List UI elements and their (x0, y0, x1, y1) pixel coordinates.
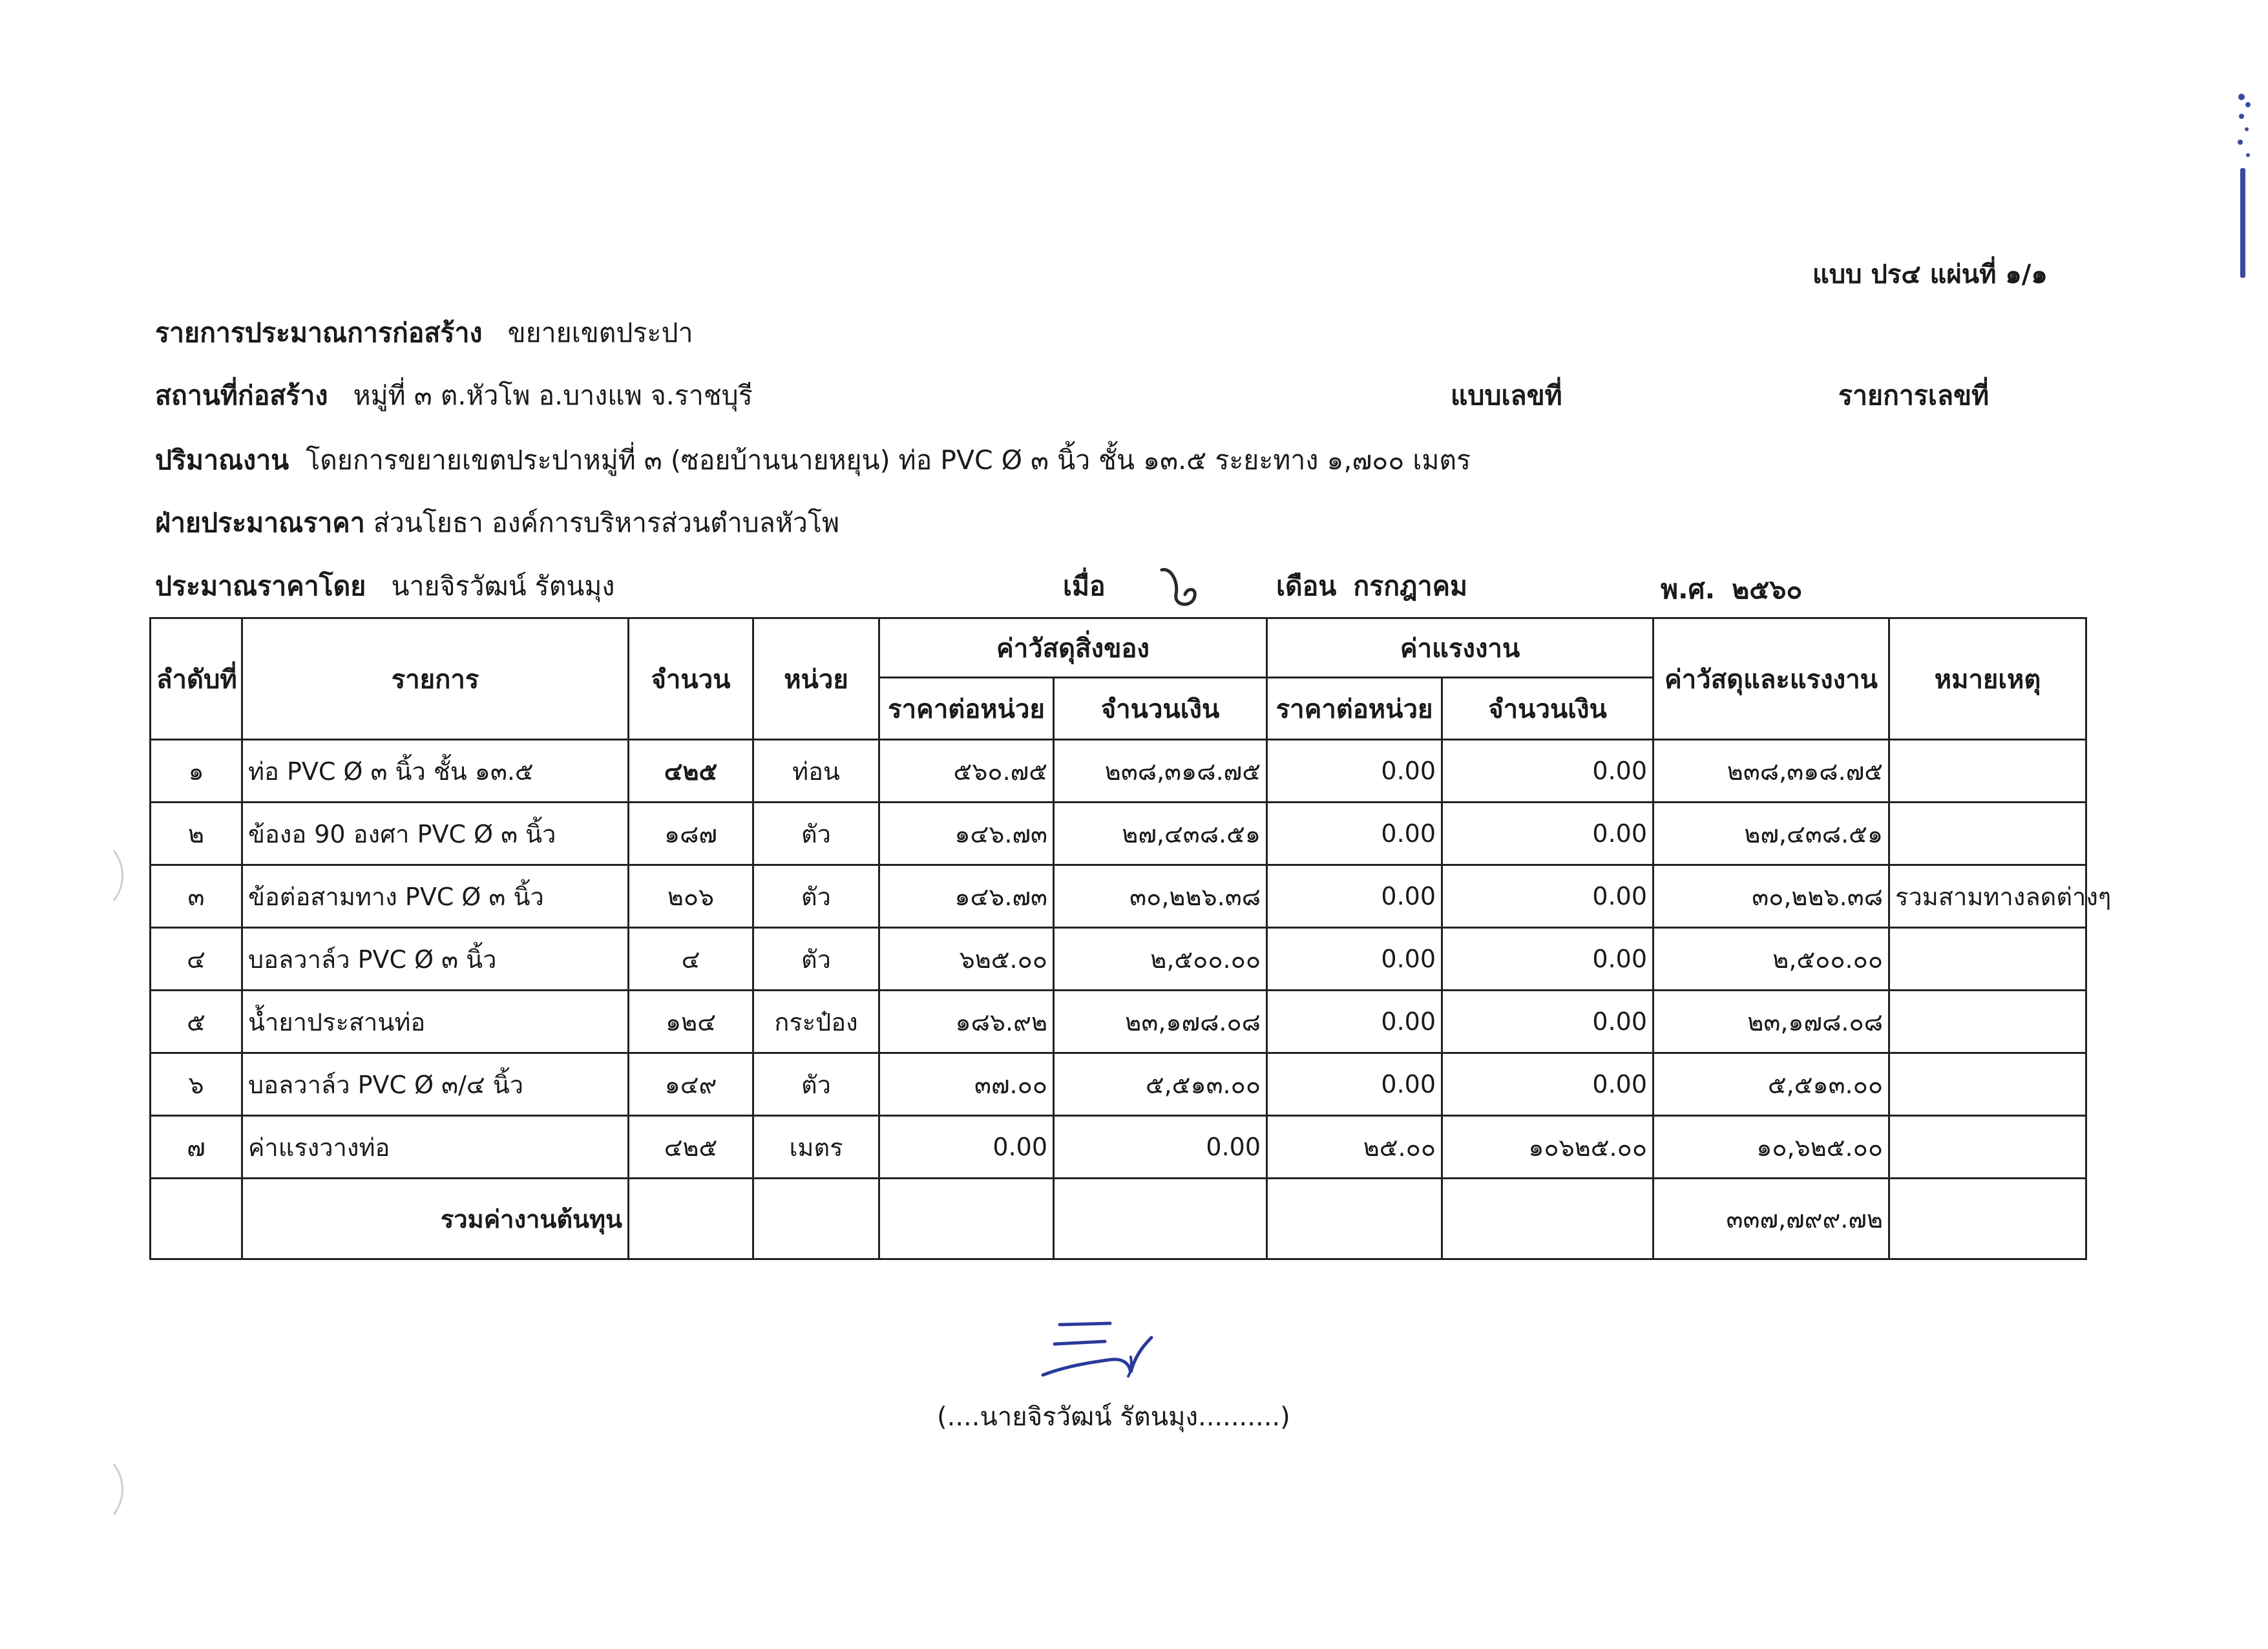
header-total: ค่าวัสดุและแรงงาน (1654, 618, 1889, 740)
row-remark: รวมสามทางลดต่างๆ (1889, 865, 2086, 928)
signature-scribble (1034, 1312, 1163, 1389)
location-line (155, 375, 753, 417)
month-label: เดือน (1276, 571, 1337, 602)
estimator-line (155, 565, 614, 607)
estimator-value: นายจิรวัฒน์ รัตนมุง (391, 571, 615, 602)
row-remark (1889, 740, 2086, 803)
row-no: ๖ (151, 1053, 242, 1116)
row-total: ๒๓๘,๓๑๘.๗๕ (1654, 740, 1889, 803)
row-labor-amount: 0.00 (1442, 865, 1654, 928)
row-qty: ๑๘๗ (629, 803, 753, 865)
design-no-label: แบบเลขที่ (1451, 380, 1562, 411)
row-item: บอลวาล์ว PVC Ø ๓ นิ้ว (242, 928, 629, 991)
signature-name: (....นายจิรวัฒน์ รัตนมุง..........) (937, 1402, 1290, 1432)
row-item: ข้องอ 90 องศา PVC Ø ๓ นิ้ว (242, 803, 629, 865)
row-total: ๕,๕๑๓.๐๐ (1654, 1053, 1889, 1116)
row-material-price: ๑๔๖.๗๓ (879, 803, 1054, 865)
item-no-label: รายการเลขที่ (1838, 380, 1990, 411)
row-unit: ตัว (753, 1053, 879, 1116)
table-row (151, 1116, 2086, 1179)
total-row-qty (629, 1179, 753, 1259)
total-row-labor-amount (1442, 1179, 1654, 1259)
row-item: น้ำยาประสานท่อ (242, 991, 629, 1053)
row-unit: ตัว (753, 865, 879, 928)
department-value: ส่วนโยธา องค์การบริหารส่วนตำบลหัวโพ (373, 507, 839, 538)
row-labor-price: 0.00 (1267, 991, 1442, 1053)
row-item: ท่อ PVC Ø ๓ นิ้ว ชั้น ๑๓.๕ (242, 740, 629, 803)
row-material-price: ๖๒๕.๐๐ (879, 928, 1054, 991)
row-qty: ๔ (629, 928, 753, 991)
header-item: รายการ (242, 618, 629, 740)
year-value: ๒๕๖๐ (1732, 574, 1803, 605)
header-labor-unit-price: ราคาต่อหน่วย (1267, 678, 1442, 740)
row-material-price: ๓๗.๐๐ (879, 1053, 1054, 1116)
row-material-amount: ๒๓๘,๓๑๘.๗๕ (1054, 740, 1267, 803)
table-row (151, 928, 2086, 991)
row-qty: ๔๒๕ (629, 1116, 753, 1179)
header-material-group: ค่าวัสดุสิ่งของ (879, 618, 1267, 678)
row-labor-amount: ๑๐๖๒๕.๐๐ (1442, 1116, 1654, 1179)
row-no: ๔ (151, 928, 242, 991)
total-row-labor-price (1267, 1179, 1442, 1259)
table-row (151, 991, 2086, 1053)
total-row-material-amount (1054, 1179, 1267, 1259)
table-row (151, 865, 2086, 928)
row-material-amount: 0.00 (1054, 1116, 1267, 1179)
edge-stamp-mark (2232, 90, 2258, 284)
row-labor-price: ๒๕.๐๐ (1267, 1116, 1442, 1179)
row-no: ๓ (151, 865, 242, 928)
row-item: บอลวาล์ว PVC Ø ๓/๔ นิ้ว (242, 1053, 629, 1116)
quantity-line (155, 439, 1471, 481)
table-row (151, 803, 2086, 865)
header-qty: จำนวน (629, 618, 753, 740)
header-labor-amount: จำนวนเงิน (1442, 678, 1654, 740)
row-remark (1889, 1053, 2086, 1116)
department-label: ฝ่ายประมาณราคา (155, 507, 365, 538)
year-line (1661, 569, 1802, 611)
table-row (151, 1053, 2086, 1116)
handwritten-day (1157, 562, 1208, 614)
row-material-amount: ๕,๕๑๓.๐๐ (1054, 1053, 1267, 1116)
row-item: ค่าแรงวางท่อ (242, 1116, 629, 1179)
row-unit: ท่อน (753, 740, 879, 803)
table-row (151, 740, 2086, 803)
total-row-material-price (879, 1179, 1054, 1259)
row-qty: ๒๐๖ (629, 865, 753, 928)
row-unit: กระป๋อง (753, 991, 879, 1053)
row-material-amount: ๓๐,๒๒๖.๓๘ (1054, 865, 1267, 928)
row-qty: ๔๒๕ (629, 740, 753, 803)
project-line (155, 312, 693, 354)
row-material-price: 0.00 (879, 1116, 1054, 1179)
location-label: สถานที่ก่อสร้าง (155, 380, 328, 411)
row-remark (1889, 991, 2086, 1053)
year-label: พ.ศ. (1661, 574, 1716, 605)
row-no: ๒ (151, 803, 242, 865)
row-no: ๗ (151, 1116, 242, 1179)
row-labor-amount: 0.00 (1442, 1053, 1654, 1116)
quantity-label: ปริมาณงาน (155, 445, 289, 476)
margin-punch-mark (110, 1460, 129, 1518)
row-material-price: ๕๖๐.๗๕ (879, 740, 1054, 803)
header-row-1 (151, 618, 2086, 678)
row-unit: ตัว (753, 803, 879, 865)
row-labor-amount: 0.00 (1442, 803, 1654, 865)
margin-punch-mark (110, 846, 129, 905)
total-row-no (151, 1179, 242, 1259)
header-remark: หมายเหตุ (1889, 618, 2086, 740)
row-unit: ตัว (753, 928, 879, 991)
row-total: ๑๐,๖๒๕.๐๐ (1654, 1116, 1889, 1179)
row-total: ๒,๕๐๐.๐๐ (1654, 928, 1889, 991)
row-labor-amount: 0.00 (1442, 740, 1654, 803)
row-material-price: ๑๔๖.๗๓ (879, 865, 1054, 928)
row-qty: ๑๒๔ (629, 991, 753, 1053)
header-unit: หน่วย (753, 618, 879, 740)
row-unit: เมตร (753, 1116, 879, 1179)
department-line (155, 502, 839, 544)
month-line (1276, 565, 1467, 607)
row-labor-amount: 0.00 (1442, 991, 1654, 1053)
total-value: ๓๓๗,๗๙๙.๗๒ (1654, 1179, 1889, 1259)
row-material-amount: ๒๗,๔๓๘.๕๑ (1054, 803, 1267, 865)
row-labor-price: 0.00 (1267, 865, 1442, 928)
row-material-amount: ๒๓,๑๗๘.๐๘ (1054, 991, 1267, 1053)
header-material-amount: จำนวนเงิน (1054, 678, 1267, 740)
row-material-amount: ๒,๕๐๐.๐๐ (1054, 928, 1267, 991)
total-row-unit (753, 1179, 879, 1259)
estimate-table (149, 617, 2112, 1260)
total-label: รวมค่างานต้นทุน (242, 1179, 629, 1259)
project-label: รายการประมาณการก่อสร้าง (155, 317, 483, 348)
row-labor-price: 0.00 (1267, 740, 1442, 803)
row-remark (1889, 1116, 2086, 1179)
header-material-unit-price: ราคาต่อหน่วย (879, 678, 1054, 740)
quantity-value: โดยการขยายเขตประปาหมู่ที่ ๓ (ซอยบ้านนายหยุน) ท่อ PVC Ø ๓ นิ้ว ชั้น ๑๓.๕ ระยะทาง ๑,๗๐๐ เมตร (306, 445, 1471, 476)
estimator-label: ประมาณราคาโดย (155, 571, 366, 602)
header-no: ลำดับที่ (151, 618, 242, 740)
row-item: ข้อต่อสามทาง PVC Ø ๓ นิ้ว (242, 865, 629, 928)
row-labor-price: 0.00 (1267, 803, 1442, 865)
location-value: หมู่ที่ ๓ ต.หัวโพ อ.บางแพ จ.ราชบุรี (353, 380, 753, 411)
row-labor-price: 0.00 (1267, 1053, 1442, 1116)
project-value: ขยายเขตประปา (507, 317, 693, 348)
row-labor-amount: 0.00 (1442, 928, 1654, 991)
row-total: ๒๓,๑๗๘.๐๘ (1654, 991, 1889, 1053)
date-label: เมื่อ (1063, 571, 1106, 602)
row-remark (1889, 928, 2086, 991)
month-value: กรกฎาคม (1353, 571, 1468, 602)
row-total: ๒๗,๔๓๘.๕๑ (1654, 803, 1889, 865)
row-labor-price: 0.00 (1267, 928, 1442, 991)
row-total: ๓๐,๒๒๖.๓๘ (1654, 865, 1889, 928)
total-row-remark (1889, 1179, 2086, 1259)
form-number: แบบ ปร๔ แผ่นที่ ๑/๑ (1812, 260, 2048, 289)
row-remark (1889, 803, 2086, 865)
row-no: ๕ (151, 991, 242, 1053)
row-qty: ๑๔๙ (629, 1053, 753, 1116)
row-material-price: ๑๘๖.๙๒ (879, 991, 1054, 1053)
total-row (151, 1179, 2086, 1259)
row-no: ๑ (151, 740, 242, 803)
header-labor-group: ค่าแรงงาน (1267, 618, 1654, 678)
